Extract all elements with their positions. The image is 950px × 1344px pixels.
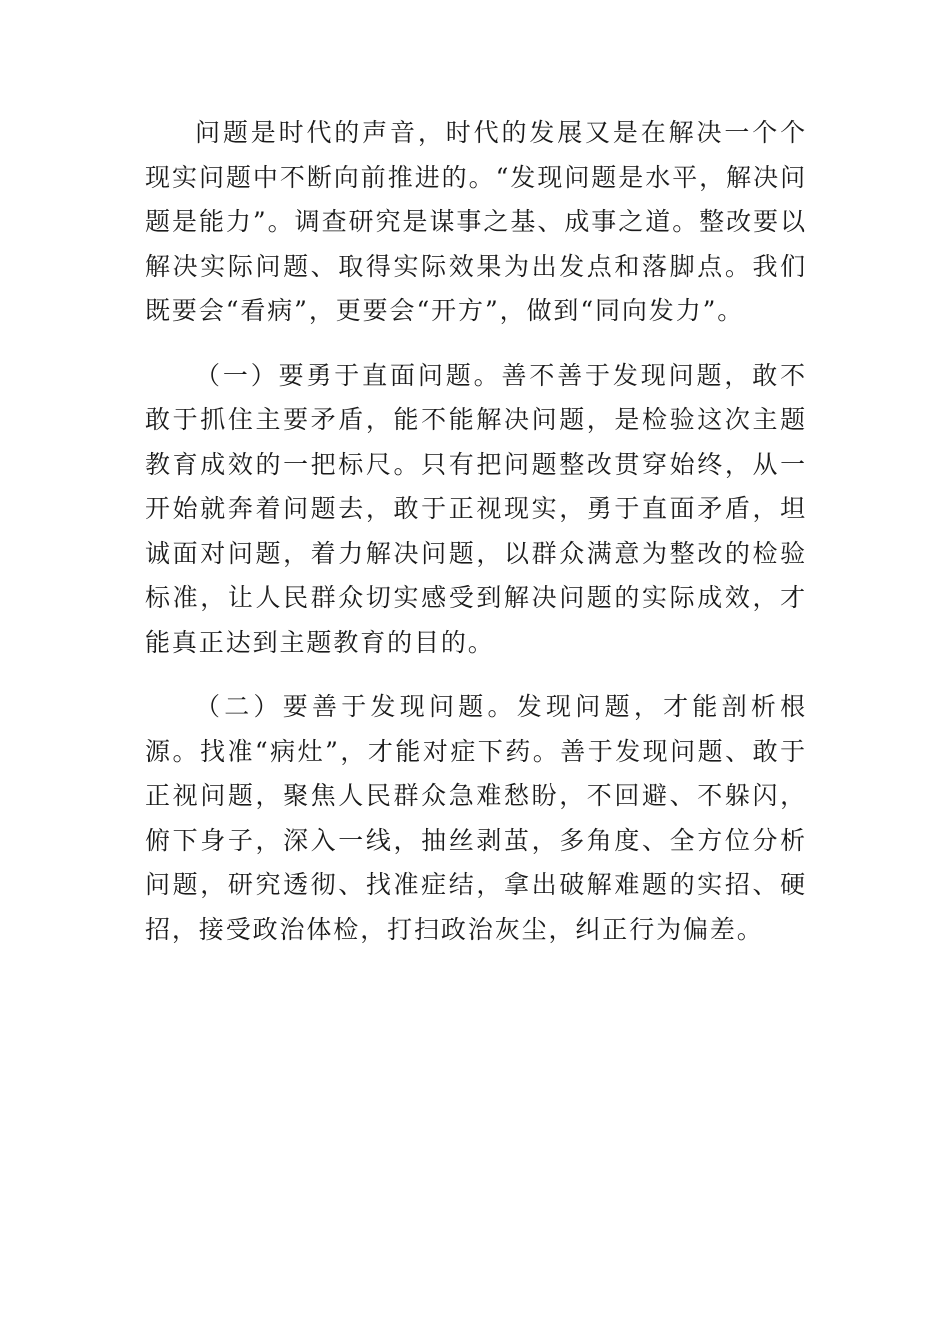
paragraph-intro: 问题是时代的声音，时代的发展又是在解决一个个现实问题中不断向前推进的。“发现问题是水平，解决问题是能力”。调查研究是谋事之基、成事之道。整改要以解决实际问题、取得实际效果为出发点和落脚点。我们既要会“看病”，更要会“开方”，做到“同向发力”。 — [145, 118, 807, 325]
paragraph-section-2: （二）要善于发现问题。发现问题，才能剖析根源。找准“病灶”，才能对症下药。善于发现问题、敢于正视问题，聚焦人民群众急难愁盼，不回避、不躲闪，俯下身子，深入一线，抽丝剥茧，多角度、全方位分析问题，研究透彻、找准症结，拿出破解难题的实招、硬招，接受政治体检，打扫政治灰尘，纠正行为偏差。 — [145, 692, 807, 944]
document-body — [145, 111, 807, 972]
paragraph-section-1: （一）要勇于直面问题。善不善于发现问题，敢不敢于抓住主要矛盾，能不能解决问题，是检验这次主题教育成效的一把标尺。只有把问题整改贯穿始终，从一开始就奔着问题去，敢于正视现实，勇于直面矛盾，坦诚面对问题，着力解决问题，以群众满意为整改的检验标准，让人民群众切实感受到解决问题的实际成效，才能真正达到主题教育的目的。 — [145, 360, 807, 657]
